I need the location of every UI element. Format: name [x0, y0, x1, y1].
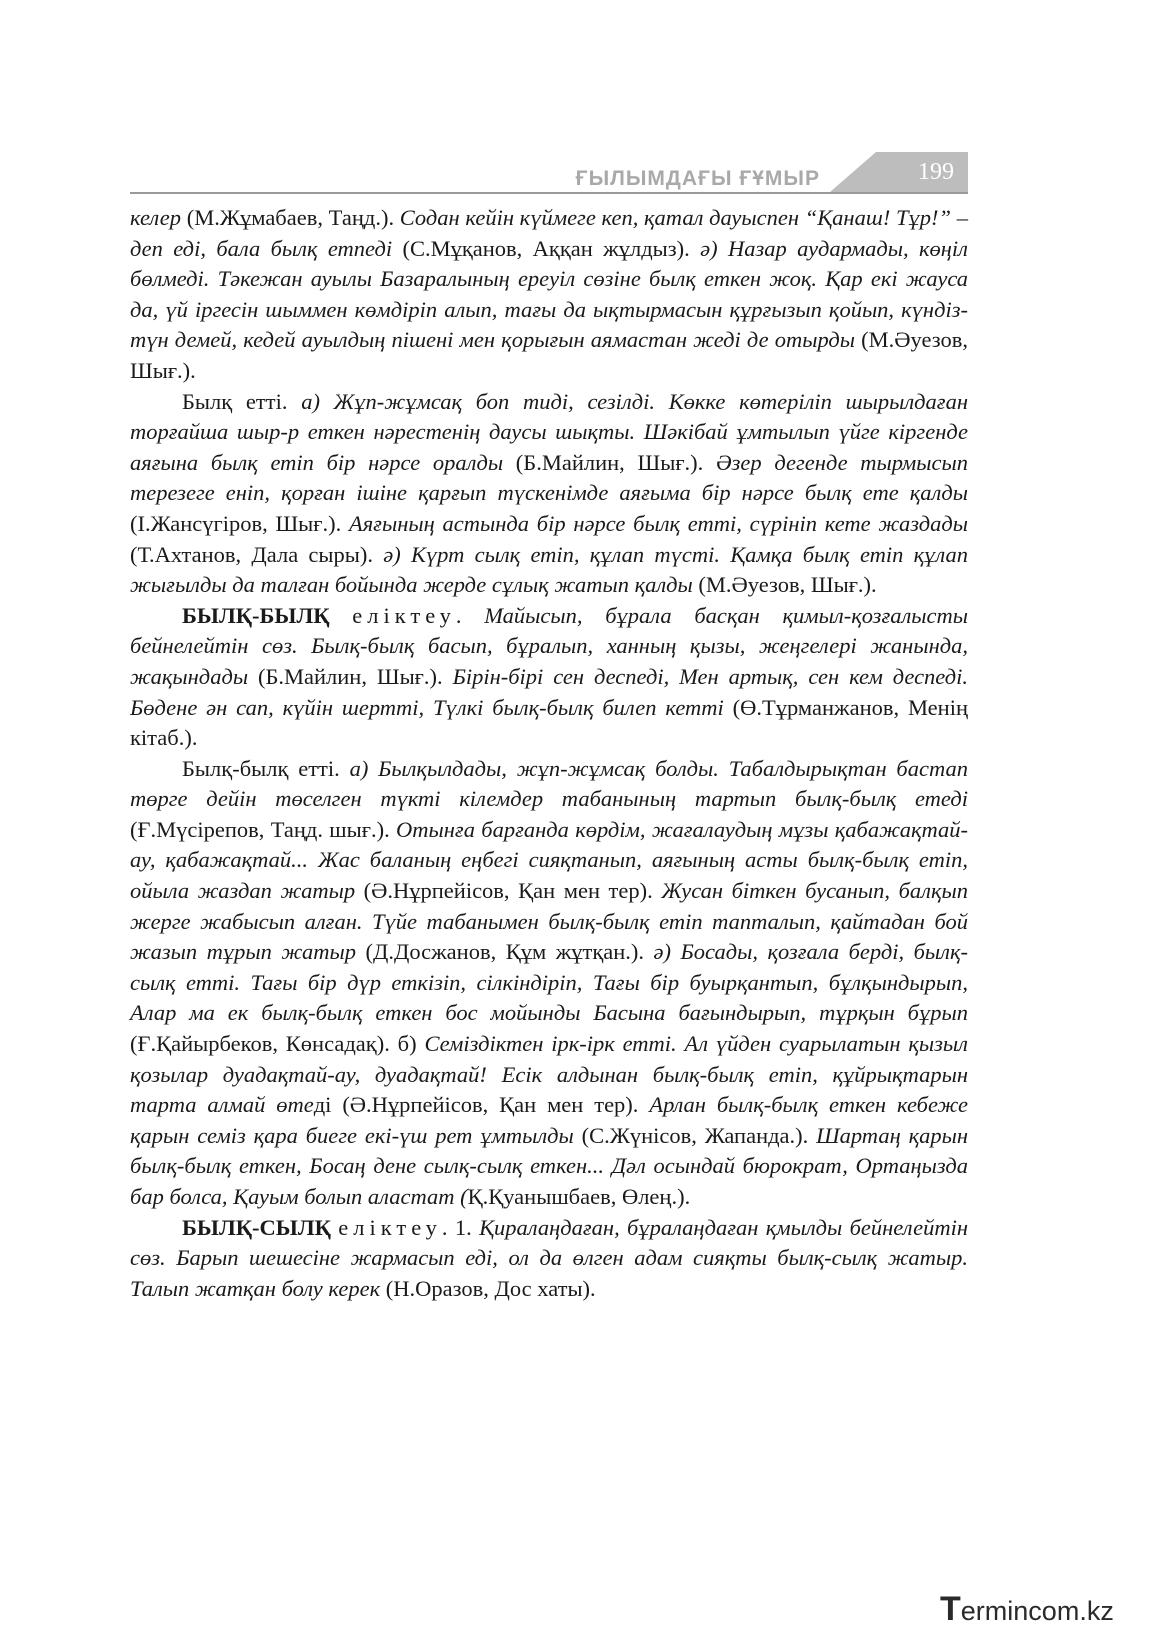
plain-text: (С.Мұқанов, Аққан жұлдыз). — [392, 235, 701, 261]
plain-text: Былқ етті. — [182, 388, 302, 414]
plain-text: еліктеу — [338, 1214, 442, 1240]
example-text: Майысып, бұрала басқан қимыл-қозғалысты бейнелейтін сөз. Былқ-былқ басып, бұралып, ханның қызы, жеңгелері жанында, жақындады — [130, 602, 968, 689]
plain-text: (М.Әуезов, Шығ.). — [130, 327, 969, 383]
dictionary-paragraph — [130, 387, 968, 601]
example-text: келер — [130, 205, 181, 230]
terminkom-logo: Termincom.kz — [940, 1590, 1114, 1628]
example-text: Семіздіктен ірк-ірк етті. Ал үйден суарылатын қызыл қозылар дуадақтай-ау, дуадақтай! Есік алдынан былқ-былқ етіп, құйрықтарын тарта алмай өте — [130, 1031, 968, 1118]
plain-text: (І.Жансүгіров, Шығ.). — [130, 510, 349, 536]
plain-text: (М.Әуезов, Шығ.). — [692, 572, 877, 598]
example-text: Жусан біткен бусанып, балқып жерге жабысып алған. Түйе табанымен былқ-былқ етіп тапталып, қайтадан бой жазып тұрып жатыр — [130, 878, 968, 965]
plain-text: . — [455, 602, 485, 628]
plain-text: (Н.Оразов, Дос хаты). — [380, 1275, 596, 1301]
dictionary-paragraph — [130, 754, 968, 1213]
example-text: Әзер дегенде тырмысып терезеге еніп, қорған ішіне қарғып түскенімде аяғыма бір нәрсе былқ ете қалды — [130, 449, 968, 506]
headword: БЫЛҚ-СЫЛҚ — [182, 1214, 331, 1240]
dictionary-text — [130, 203, 968, 1304]
dictionary-paragraph — [130, 601, 968, 754]
plain-text: (Б.Майлин, Шығ.). — [248, 663, 453, 689]
plain-text: (М.Жұмабаев, Таңд.). — [181, 205, 400, 230]
plain-text: Қ.Қуанышбаев, Өлең.). — [467, 1184, 691, 1209]
example-text: Аяғының астында бір нәрсе былқ етті, сүрініп кете жаздады — [348, 510, 968, 536]
plain-text: (Ғ.Мүсірепов, Таңд. шығ.). — [130, 816, 397, 842]
plain-text: (Б.Майлин, Шығ.). — [503, 449, 717, 475]
example-text: Шартаң қарын былқ-былқ еткен, Босаң дене сылқ-сылқ еткен... Дәл осындай бюрократ, Ортаңызда бар болса, Қауым болып аластат ( — [130, 1122, 969, 1209]
example-text: ә) Назар аудармады, көңіл бөлмеді. Тәкежан ауылы Базаралының ереуіл сөзіне былқ еткен жоқ. Қар екі жауса да, үй іргесін шыммен көмдіріп алып, тағы да ықтырмасын құрғызып қойып, күндіз-түн демей, кедей ауылдың пішені мен қорығын аямастан жеді де отырды — [130, 235, 968, 353]
header-title: ҒЫЛЫМДАҒЫ ҒҰМЫР — [575, 167, 820, 190]
headword: БЫЛҚ-БЫЛҚ — [182, 602, 330, 628]
plain-text: (Т.Ахтанов, Дала сыры). — [130, 541, 384, 567]
example-text: Содан кейін күймеге кеп, қатал дауыспен “Қанаш! Тұр!” – деп еді, бала былқ етпеді — [130, 205, 968, 261]
plain-text: (Ә.Нұрпейісов, Қан мен тер). — [355, 878, 662, 904]
page-number: 199 — [918, 159, 954, 185]
example-text: ә) Күрт сылқ етіп, құлап түсті. Қамқа былқ етіп құлап жығылды да талған бойында жерде сұлық жатып қалды — [130, 541, 968, 598]
example-text: Арлан былқ-былқ еткен кебеже қарын семіз қара биеге екі-үш рет ұмтылды — [130, 1092, 969, 1148]
dictionary-paragraph — [130, 1213, 968, 1305]
example-text: Қиралаңдаған, бұралаңдаған қмылды бейнелейтін сөз. Барып шешесіне жармасып еді, ол да өлген адам сияқты былқ-сылқ жатыр. Талып жатқан болу керек — [130, 1214, 969, 1301]
plain-text: . 1. — [441, 1214, 480, 1240]
plain-text: (С.Жүнісов, Жапанда.). — [573, 1122, 817, 1148]
example-text: Бірін-бірі сен деспеді, Мен артық, сен кем деспеді. Бөдене ән сап, күйін шертті, Түлкі былқ-былқ билеп кетті — [130, 663, 968, 720]
plain-text — [330, 603, 353, 628]
header-wedge-decoration — [830, 152, 876, 192]
header-rule — [130, 192, 968, 194]
plain-text: (Ө.Тұрманжанов, Менің кітаб.). — [130, 694, 968, 751]
plain-text: (Д.Досжанов, Құм жұтқан.). — [356, 939, 654, 965]
example-text: Отынға барғанда көрдім, жағалаудың мұзы қабажақтай-ау, қабажақтай... Жас баланың еңбегі сияқтанып, аяғының асты былқ-былқ етіп, ойыла жаздап жатыр — [130, 816, 968, 904]
plain-text: (Ғ.Қайырбеков, Көнсадақ). б) — [130, 1031, 425, 1057]
example-text: ә) Босады, қозғала берді, былқ-сылқ етті. Тағы бір дүр еткізіп, сілкіндіріп, Тағы бір буырқантып, бұлқындырып, Алар ма ек былқ-былқ еткен бос мойынды Басына бағындырып, тұрқын бұрып — [130, 939, 968, 1026]
running-header — [130, 148, 968, 194]
example-text: а) Жұп-жұмсақ боп тиді, сезілді. Көкке көтеріліп шырылдаған торғайша шыр-р еткен нәрестенің даусы шықты. Шәкібай ұмтылып үйге кіргенде аяғына былқ етіп бір нәрсе оралды — [130, 388, 968, 475]
plain-text: еліктеу — [352, 602, 456, 628]
dictionary-paragraph — [130, 203, 968, 387]
example-text: а) Былқылдады, жұп-жұмсақ болды. Табалдырықтан бастап төрге дейін төселген түкті кілемдер табанының тартып былқ-былқ етеді — [130, 755, 968, 812]
plain-text: Былқ-былқ етті. — [182, 755, 350, 781]
plain-text: ді (Ә.Нұрпейісов, Қан мен тер). — [313, 1092, 650, 1118]
